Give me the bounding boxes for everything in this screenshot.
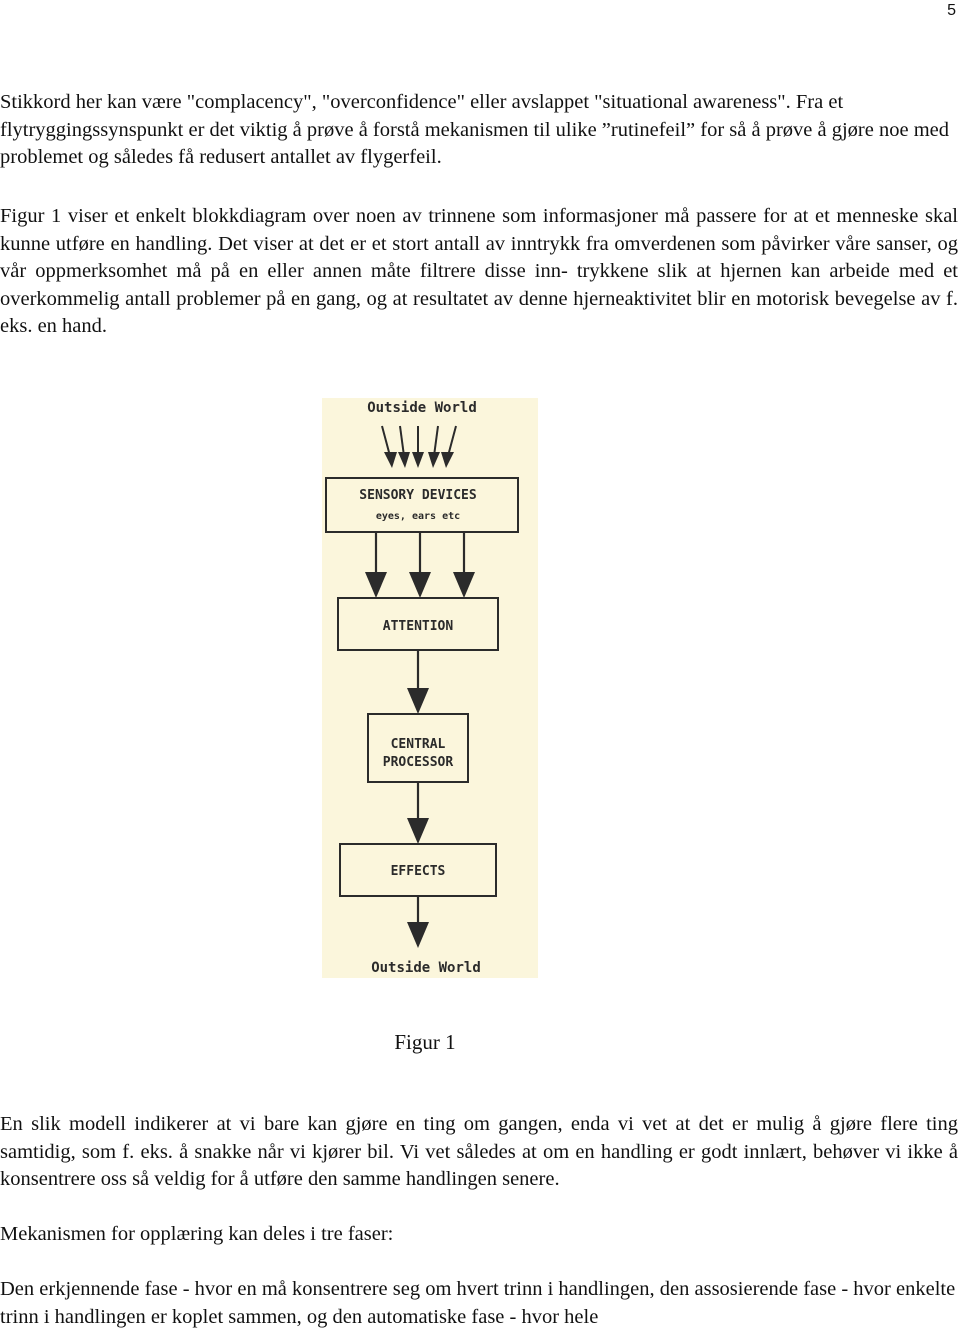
sensory-arrow-head-3 xyxy=(453,572,475,598)
input-arrows xyxy=(382,426,456,468)
central-processor-line2: PROCESSOR xyxy=(382,755,454,770)
sensory-to-attention-arrows xyxy=(365,532,475,598)
effects-to-outside-arrow xyxy=(407,896,429,948)
sensory-arrow-head-2 xyxy=(409,572,431,598)
paragraph-model: En slik modell indikerer at vi bare kan gjøre en ting om gangen, enda vi vet at det er mulig å gjøre flere ting samtidig, som f. eks. å snakke når vi kjører bil. Vi vet således at om en handling er godt innlært, behøver vi ikke å konsentrere oss så veldig for å utføre den samme handlingen senere. xyxy=(0,1113,958,1190)
sensory-arrow-head-1 xyxy=(365,572,387,598)
input-arrow-5 xyxy=(448,426,456,456)
central-processor-line1: CENTRAL xyxy=(390,737,446,752)
paragraph-complacency: Stikkord her kan være "complacency", "overconfidence" eller avslappet "situational awareness". Fra et flytryggingssynspunkt er det viktig å prøve å forstå mekanismen til ulike ”rutinefeil” for så å prøve å gjøre noe med problemet og således få redusert antallet av flygerfeil. xyxy=(0,91,949,168)
outside-world-top-label: Outside World xyxy=(367,400,477,416)
input-arrow-head-1 xyxy=(384,452,397,468)
effects-label: EFFECTS xyxy=(390,864,446,879)
block-diagram xyxy=(322,398,538,978)
input-arrow-head-2 xyxy=(398,452,410,468)
sensory-devices-subtitle: eyes, ears etc xyxy=(375,511,461,522)
input-arrow-4 xyxy=(434,426,438,456)
paragraph-figure-description: Figur 1 viser et enkelt blokkdiagram over noen av trinnene som informasjoner må passere for at et menneske skal kunne utføre en handling. Det viser at det er et stort antall av inntrykk fra omverdenen som påvirker våre sanser, og vår oppmerksomhet må på en eller annen måte filtrere disse inn- trykkene slik at hjernen kan arbeide med et overkommelig antall problemer på en gang, og at resultatet av denne hjerneaktivitet blir en motorisk bevegelse av f. eks. en hand. xyxy=(0,205,958,337)
input-arrow-head-5 xyxy=(441,452,454,468)
paragraph-phases: Den erkjennende fase - hvor en må konsentrere seg om hvert trinn i handlingen, den assosierende fase - hvor enkelte trinn i handlingen er koplet sammen, og den automatiske fase - hvor hele xyxy=(0,1278,956,1328)
processor-to-effects-arrow xyxy=(407,782,429,844)
input-arrow-1 xyxy=(382,426,390,456)
page-number: 5 xyxy=(947,2,956,19)
input-arrow-2 xyxy=(400,426,404,456)
attention-label: ATTENTION xyxy=(382,619,454,634)
input-arrow-head-4 xyxy=(428,452,440,468)
paragraph-mechanism: Mekanismen for opplæring kan deles i tre faser: xyxy=(0,1223,394,1245)
block-diagram-figure xyxy=(322,398,538,978)
attention-to-processor-arrow xyxy=(407,650,429,714)
sensory-devices-box xyxy=(326,478,518,532)
sensory-devices-title: SENSORY DEVICES xyxy=(359,488,477,503)
input-arrow-head-3 xyxy=(412,452,424,468)
figure-caption: Figur 1 xyxy=(394,1030,456,1054)
outside-world-bottom-label: Outside World xyxy=(371,960,481,976)
